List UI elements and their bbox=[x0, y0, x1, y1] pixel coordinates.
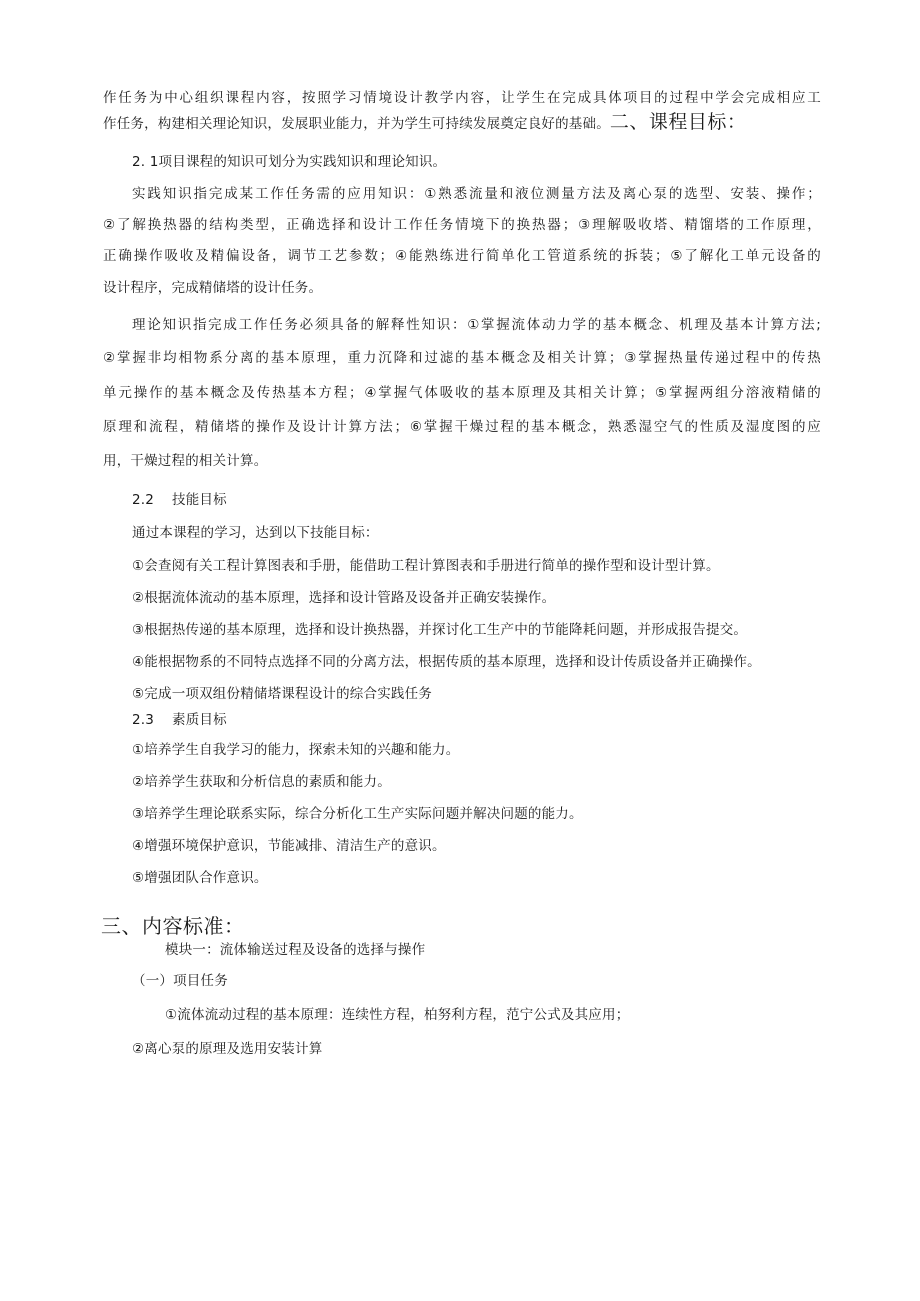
intro-line-2: 作任务，构建相关理论知识，发展职业能力，并为学生可持续发展奠定良好的基础。 bbox=[103, 116, 610, 132]
skill-item-3: ③根据热传递的基本原理，选择和设计换热器，并探讨化工生产中的节能降耗问题，并形成报告提交。 bbox=[132, 622, 748, 638]
task-item-1: ①流体流动过程的基本原理：连续性方程，柏努利方程，范宁公式及其应用； bbox=[165, 1007, 630, 1023]
theory-line-4: 原理和流程，精储塔的操作及设计计算方法；⑥掌握干燥过程的基本概念，熟悉湿空气的性质及湿度图的应 bbox=[103, 419, 821, 435]
section-2-2-number: 2.2 bbox=[132, 492, 155, 508]
section-2-2-title: 技能目标 bbox=[172, 492, 227, 508]
skill-item-5: ⑤完成一项双组份精储塔课程设计的综合实践任务 bbox=[132, 686, 433, 702]
quality-item-2: ②培养学生获取和分析信息的素质和能力。 bbox=[132, 774, 391, 790]
quality-item-4: ④增强环境保护意识，节能减排、清洁生产的意识。 bbox=[132, 838, 446, 854]
skill-intro: 通过本课程的学习，达到以下技能目标： bbox=[132, 525, 379, 541]
skill-item-1: ①会查阅有关工程计算图表和手册，能借助工程计算图表和手册进行简单的操作型和设计型计算。 bbox=[132, 558, 720, 574]
section-2-3-title: 素质目标 bbox=[172, 712, 227, 728]
module-title: 模块一：流体输送过程及设备的选择与操作 bbox=[165, 942, 426, 958]
section-heading-content-standards: 三、内容标准： bbox=[101, 914, 245, 938]
theory-line-1: 理论知识指完成工作任务必须具备的解释性知识：①掌握流体动力学的基本概念、机理及基本计算方法; bbox=[132, 317, 821, 333]
quality-item-5: ⑤增强团队合作意识。 bbox=[132, 870, 268, 886]
theory-line-5: 用，干燥过程的相关计算。 bbox=[103, 453, 268, 469]
section-2-3-heading bbox=[132, 710, 227, 730]
quality-item-3: ③培养学生理论联系实际，综合分析化工生产实际问题并解决问题的能力。 bbox=[132, 806, 583, 822]
practice-line-2: ②了解换热器的结构类型，正确选择和设计工作任务情境下的换热器；③理解吸收塔、精馏塔的工作原理， bbox=[103, 217, 821, 233]
skill-item-4: ④能根据物系的不同特点选择不同的分离方法，根据传质的基本原理，选择和设计传质设备并正确操作。 bbox=[132, 654, 761, 670]
theory-line-2: ②掌握非均相物系分离的基本原理，重力沉降和过滤的基本概念及相关计算；③掌握热量传递过程中的传热 bbox=[103, 350, 821, 366]
section-2-2-heading bbox=[132, 490, 227, 510]
skill-item-2: ②根据流体流动的基本原理，选择和设计管路及设备并正确安装操作。 bbox=[132, 590, 556, 606]
task-item-2: ②离心泵的原理及选用安装计算 bbox=[132, 1041, 323, 1057]
quality-item-1: ①培养学生自我学习的能力，探索未知的兴趣和能力。 bbox=[132, 742, 460, 758]
intro-line-2-wrap bbox=[103, 112, 821, 142]
practice-line-4: 设计程序，完成精储塔的设计任务。 bbox=[103, 280, 323, 296]
practice-line-3: 正确操作吸收及精偏设备，调节工艺参数；④能熟练进行简单化工管道系统的拆装；⑤了解化工单元设备的 bbox=[103, 248, 821, 264]
section-heading-course-goals: 二、课程目标： bbox=[609, 111, 747, 133]
project-task-heading: （一）项目任务 bbox=[132, 973, 228, 989]
practice-line-1: 实践知识指完成某工作任务需的应用知识：①熟悉流量和液位测量方法及离心泵的选型、安装、操作； bbox=[132, 186, 821, 202]
section-2-1-title: 2. 1项目课程的知识可划分为实践知识和理论知识。 bbox=[132, 154, 447, 170]
section-2-3-number: 2.3 bbox=[132, 712, 155, 728]
intro-line-1: 作任务为中心组织课程内容，按照学习情境设计教学内容，让学生在完成具体项目的过程中学会完成相应工 bbox=[103, 90, 821, 106]
theory-line-3: 单元操作的基本概念及传热基本方程；④掌握气体吸收的基本原理及其相关计算；⑤掌握两组分溶液精储的 bbox=[103, 385, 821, 401]
